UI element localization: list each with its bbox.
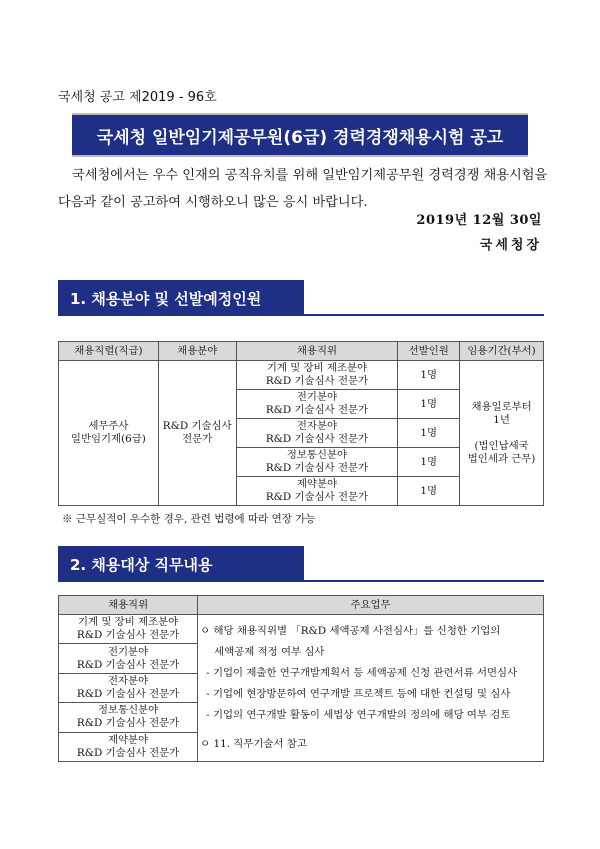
section1-heading: 1. 채용분야 및 선발예정인원 [58,280,304,316]
position-line1: 정보통신분야 [97,704,159,717]
grade-line1: 세무주사 [88,420,129,432]
position-line2: R&D 기술심사 전문가 [265,491,369,503]
position-cell [59,615,198,644]
intro-paragraph: 국세청에서는 우수 인재의 공직유치를 위해 일반임기제공무원 경력경쟁 채용시험을 다음과 같이 공고하여 시행하오니 많은 응시 바랍니다. [58,168,548,210]
header-position: 채용직위 [236,342,398,361]
field-line1: R&D 기술심사 [162,420,232,432]
position-cell [59,673,198,702]
duty-sub-3: - 기업의 연구개발 활동이 세법상 연구개발의 정의에 해당 여부 검토 [206,709,511,721]
term-cell [460,361,544,506]
header-field: 채용분야 [158,342,236,361]
term-line1: 채용일로부터 [471,400,532,413]
header-grade: 채용직렬(직급) [59,342,159,361]
position-line1: 정보통신분야 [286,449,348,461]
announcement-date: 2019년 12월 30일 [416,213,542,228]
header-term: 임용기간(부서) [460,342,544,361]
term-line3: (법인납세국 [474,439,529,452]
duty-sub-1: - 기업이 제출한 연구개발계획서 등 세액공제 신청 관련서류 서면심사 [206,667,518,679]
position-line1: 전기분야 [296,391,338,403]
count-cell: 1명 [398,477,460,506]
grade-cell [59,361,159,506]
header-count: 선발인원 [398,342,460,361]
section1-divider [58,314,544,316]
section2-divider [58,580,544,582]
field-line2: 전문가 [182,433,213,445]
position-line1: 전자분야 [296,420,338,432]
table-row [59,361,544,390]
position-cell [236,361,398,390]
header-position: 채용직위 [59,596,198,615]
position-cell [59,703,198,732]
count-cell: 1명 [398,419,460,448]
position-line2: R&D 기술심사 전문가 [76,746,180,759]
position-line2: R&D 기술심사 전문가 [265,375,369,387]
recruitment-table [58,341,544,506]
signer: 국세청장 [479,238,542,253]
table-row [59,615,544,644]
position-line2: R&D 기술심사 전문가 [76,658,180,671]
section2-heading: 2. 채용대상 직무내용 [58,546,304,582]
position-line1: 제약분야 [296,478,338,490]
header-duties: 주요업무 [198,596,544,615]
position-line1: 제약분야 [107,733,149,746]
duty-reference: ㅇ 11. 직무기술서 참고 [200,738,307,750]
duty-main-continued: 세액공제 적정 여부 심사 [214,646,325,658]
position-line2: R&D 기술심사 전문가 [76,687,180,700]
count-cell: 1명 [398,448,460,477]
term-line4: 법인세과 근무) [467,452,536,465]
position-cell [236,419,398,448]
notice-number: 국세청 공고 제2019 - 96호 [58,90,217,105]
duties-cell [198,615,544,762]
position-cell [236,390,398,419]
count-cell: 1명 [398,361,460,390]
count-cell: 1명 [398,390,460,419]
position-cell [236,477,398,506]
announcement-title: 국세청 일반임기제공무원(6급) 경력경쟁채용시험 공고 [72,113,528,157]
field-cell [158,361,236,506]
position-line2: R&D 기술심사 전문가 [265,462,369,474]
duty-main: ㅇ 해당 채용직위별 「R&D 세액공제 사전심사」를 신청한 기업의 [200,625,501,637]
position-line2: R&D 기술심사 전문가 [76,717,180,730]
grade-line2: 일반임기제(6급) [70,433,146,445]
duties-table [58,595,544,762]
position-line1: 전기분야 [107,645,149,658]
position-line2: R&D 기술심사 전문가 [265,433,369,445]
duty-sub-2: - 기업에 현장방문하여 연구개발 프로젝트 등에 대한 컨설팅 및 심사 [206,688,511,700]
term-line2: 1년 [493,413,510,426]
position-line1: 전자분야 [107,674,149,687]
position-line2: R&D 기술심사 전문가 [265,404,369,416]
recruitment-table-header [59,342,544,361]
position-cell [59,732,198,761]
position-line1: 기계 및 장비 제조분야 [77,616,179,629]
duties-table-header [59,596,544,615]
position-cell [59,644,198,673]
position-cell [236,448,398,477]
position-line1: 기계 및 장비 제조분야 [266,362,368,374]
position-line2: R&D 기술심사 전문가 [76,629,180,642]
footnote: ※ 근무실적이 우수한 경우, 관련 법령에 따라 연장 가능 [62,513,316,525]
